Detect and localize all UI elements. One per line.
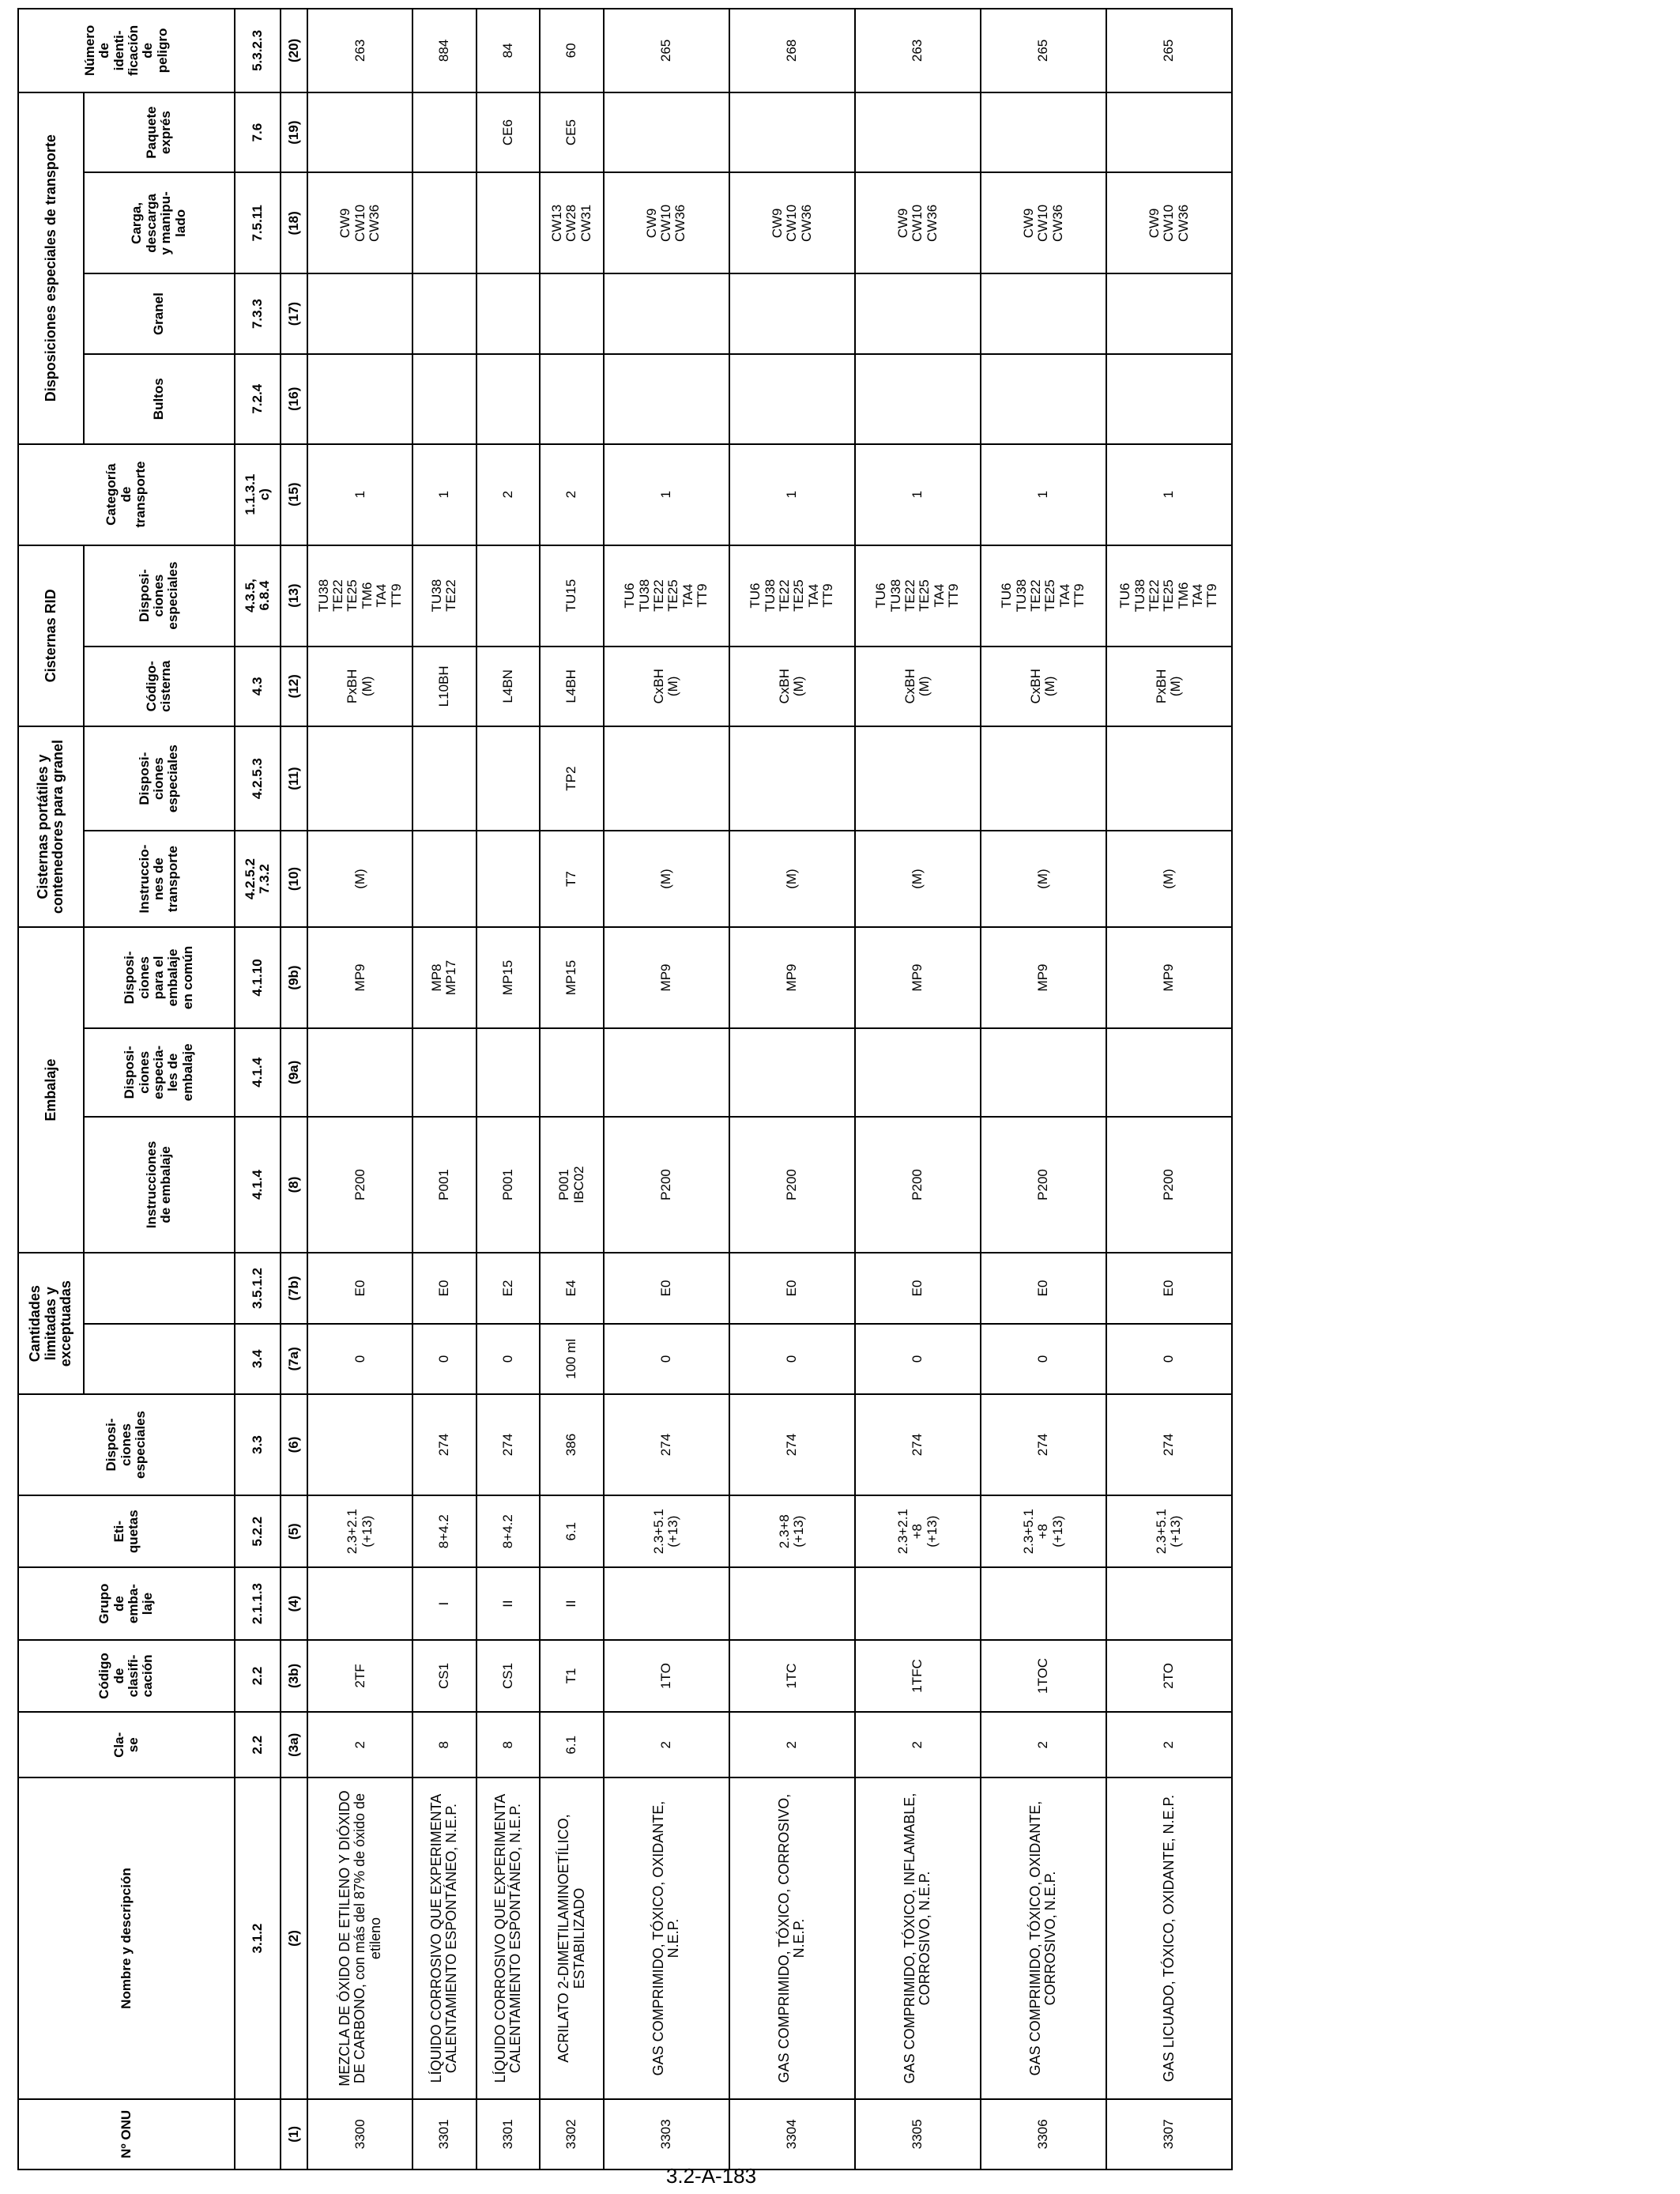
column-number-cell: (11) (281, 726, 307, 831)
row-name-description: LÍQUIDO CORROSIVO QUE EXPERIMENTA CALENTAMIENTO ESPONTÁNEO, N.E.P. (477, 1777, 541, 2098)
row-cell: I (412, 1567, 477, 1639)
row-cell: (M) (307, 831, 412, 927)
row-cell (412, 273, 477, 354)
row-cell: 1 (729, 444, 855, 545)
row-cell: 1 (307, 444, 412, 545)
row-cell (855, 273, 981, 354)
row-cell: TU38 TE22 (412, 545, 477, 647)
row-cell (540, 1028, 604, 1117)
header-special-provisions: Disposi- ciones especiales (18, 1394, 235, 1495)
row-cell: 2 (477, 444, 541, 545)
row-cell: E0 (604, 1253, 729, 1323)
row-cell: 1 (1106, 444, 1232, 545)
row-cell (477, 545, 541, 647)
column-number-cell: (17) (281, 273, 307, 354)
header-packages: Bultos (84, 354, 235, 444)
row-cell: 2 (729, 1712, 855, 1777)
header-hazard-id: Número de identi- ficación de peligro (18, 9, 235, 92)
row-cell: MP9 (729, 927, 855, 1028)
row-cell: CE5 (540, 92, 604, 173)
row-cell: 0 (412, 1324, 477, 1394)
table-row (540, 9, 604, 2169)
row-cell: 0 (729, 1324, 855, 1394)
ref-cell: 5.2.2 (235, 1495, 281, 1567)
ref-cell: 3.3 (235, 1394, 281, 1495)
table-row (307, 9, 412, 2169)
row-un-number: 3301 (477, 2099, 541, 2169)
column-number-cell: (7a) (281, 1324, 307, 1394)
row-cell: 2 (307, 1712, 412, 1777)
row-un-number: 3301 (412, 2099, 477, 2169)
row-cell: TU6 TU38 TE22 TE25 TM6 TA4 TT9 (1106, 545, 1232, 647)
row-cell: CxBH (M) (981, 647, 1106, 727)
row-cell: (M) (981, 831, 1106, 927)
row-cell: MP15 (477, 927, 541, 1028)
row-cell (412, 354, 477, 444)
row-cell: 2.3+2.1 +8 (+13) (855, 1495, 981, 1567)
row-cell (307, 1567, 412, 1639)
row-cell (477, 726, 541, 831)
column-number-cell: (5) (281, 1495, 307, 1567)
column-number-cell: (6) (281, 1394, 307, 1495)
table-row (1106, 9, 1232, 2169)
row-cell: CW9 CW10 CW36 (307, 172, 412, 273)
row-cell: TU6 TU38 TE22 TE25 TA4 TT9 (604, 545, 729, 647)
ref-cell: 4.3 (235, 647, 281, 727)
row-cell: TU6 TU38 TE22 TE25 TA4 TT9 (855, 545, 981, 647)
row-cell: 1TFC (855, 1640, 981, 1712)
row-cell: 274 (412, 1394, 477, 1495)
row-cell: T7 (540, 831, 604, 927)
row-cell: MP9 (981, 927, 1106, 1028)
row-cell: 265 (981, 9, 1106, 92)
row-cell: 2.3+8 (+13) (729, 1495, 855, 1567)
header-packing-special-provisions: Disposi- ciones especia- les de embalaje (84, 1028, 235, 1117)
row-cell: 274 (1106, 1394, 1232, 1495)
ref-cell: 3.1.2 (235, 1777, 281, 2098)
table-row (412, 9, 477, 2169)
ref-cell: 4.2.5.3 (235, 726, 281, 831)
row-cell: TU6 TU38 TE22 TE25 TA4 TT9 (981, 545, 1106, 647)
header-express-parcel: Paquete exprés (84, 92, 235, 173)
row-cell: 0 (1106, 1324, 1232, 1394)
row-cell: L4BH (540, 647, 604, 727)
ref-cell: 1.1.3.1 c) (235, 444, 281, 545)
row-cell: CW9 CW10 CW36 (855, 172, 981, 273)
row-cell: E2 (477, 1253, 541, 1323)
row-name-description: GAS COMPRIMIDO, TÓXICO, OXIDANTE, N.E.P. (604, 1777, 729, 2098)
row-cell: PxBH (M) (307, 647, 412, 727)
ref-cell: 4.2.5.2 7.3.2 (235, 831, 281, 927)
ref-cell: 7.3.3 (235, 273, 281, 354)
row-cell (855, 92, 981, 173)
row-cell: P200 (604, 1117, 729, 1253)
row-cell (307, 354, 412, 444)
column-number-cell: (9b) (281, 927, 307, 1028)
row-cell: PxBH (M) (1106, 647, 1232, 727)
row-un-number: 3307 (1106, 2099, 1232, 2169)
row-cell: 265 (1106, 9, 1232, 92)
row-cell: MP15 (540, 927, 604, 1028)
row-cell: 0 (981, 1324, 1106, 1394)
row-cell (604, 354, 729, 444)
row-cell: 100 ml (540, 1324, 604, 1394)
row-cell: 274 (729, 1394, 855, 1495)
column-number-cell: (20) (281, 9, 307, 92)
row-cell (604, 726, 729, 831)
row-cell: 2 (981, 1712, 1106, 1777)
header-tank-code: Código- cisterna (84, 647, 235, 727)
header-un-number: Nº ONU (18, 2099, 235, 2169)
row-cell (307, 1394, 412, 1495)
column-number-cell: (13) (281, 545, 307, 647)
ref-cell: 4.3.5, 6.8.4 (235, 545, 281, 647)
header-classification-code: Código de clasifi- cación (18, 1640, 235, 1712)
row-cell: P001 (477, 1117, 541, 1253)
header-mixed-packing: Disposi- ciones para el embalaje en común (84, 927, 235, 1028)
ref-cell: 3.4 (235, 1324, 281, 1394)
column-number-cell: (3a) (281, 1712, 307, 1777)
ref-cell (235, 2099, 281, 2169)
row-cell (855, 726, 981, 831)
row-cell: 1 (855, 444, 981, 545)
row-cell: 0 (307, 1324, 412, 1394)
row-cell (981, 92, 1106, 173)
row-cell: TU15 (540, 545, 604, 647)
row-cell: P001 (412, 1117, 477, 1253)
table-row (477, 9, 541, 2169)
row-cell: T1 (540, 1640, 604, 1712)
column-number-cell: (19) (281, 92, 307, 173)
row-cell (981, 273, 1106, 354)
row-cell: CW13 CW28 CW31 (540, 172, 604, 273)
row-cell (540, 273, 604, 354)
header-limited-qty (84, 1324, 235, 1394)
ref-cell: 3.5.1.2 (235, 1253, 281, 1323)
column-number-cell: (9a) (281, 1028, 307, 1117)
row-cell (604, 1567, 729, 1639)
row-cell: 0 (604, 1324, 729, 1394)
row-cell (729, 273, 855, 354)
table-row (855, 9, 981, 2169)
row-cell: E0 (981, 1253, 1106, 1323)
row-cell: CE6 (477, 92, 541, 173)
ref-cell: 2.2 (235, 1640, 281, 1712)
row-cell: 84 (477, 9, 541, 92)
row-cell: II (477, 1567, 541, 1639)
row-cell: II (540, 1567, 604, 1639)
row-un-number: 3300 (307, 2099, 412, 2169)
row-cell: P200 (729, 1117, 855, 1253)
row-cell: P200 (1106, 1117, 1232, 1253)
ref-cell: 7.6 (235, 92, 281, 173)
column-number-cell: (1) (281, 2099, 307, 2169)
row-cell: 2 (855, 1712, 981, 1777)
header-rid-special-provisions: Disposi- ciones especiales (84, 545, 235, 647)
row-cell (307, 1028, 412, 1117)
page-number: 3.2-A-183 (665, 2164, 757, 2188)
rotated-table-wrapper (17, 8, 1233, 2170)
row-cell: P200 (981, 1117, 1106, 1253)
row-cell: 2TF (307, 1640, 412, 1712)
row-cell: CW9 CW10 CW36 (1106, 172, 1232, 273)
row-cell (981, 726, 1106, 831)
row-name-description: MEZCLA DE ÓXIDO DE ETILENO Y DIÓXIDO DE CARBONO, con más del 87% de óxido de etileno (307, 1777, 412, 2098)
column-number-cell: (16) (281, 354, 307, 444)
row-cell: 884 (412, 9, 477, 92)
column-number-cell: (3b) (281, 1640, 307, 1712)
row-cell (855, 1567, 981, 1639)
row-cell: 2TO (1106, 1640, 1232, 1712)
row-cell: 0 (477, 1324, 541, 1394)
table-row (729, 9, 855, 2169)
row-cell (604, 92, 729, 173)
ref-cell: 4.1.10 (235, 927, 281, 1028)
row-cell: CxBH (M) (729, 647, 855, 727)
group-packaging: Embalaje (18, 927, 84, 1253)
column-number-cell: (4) (281, 1567, 307, 1639)
row-cell (1106, 92, 1232, 173)
row-cell (604, 273, 729, 354)
row-cell (729, 354, 855, 444)
row-name-description: GAS COMPRIMIDO, TÓXICO, CORROSIVO, N.E.P. (729, 1777, 855, 2098)
row-cell (1106, 726, 1232, 831)
row-un-number: 3305 (855, 2099, 981, 2169)
row-cell (412, 726, 477, 831)
row-cell (412, 1028, 477, 1117)
ref-cell: 5.3.2.3 (235, 9, 281, 92)
column-number-cell: (12) (281, 647, 307, 727)
row-cell: 8 (477, 1712, 541, 1777)
row-name-description: LÍQUIDO CORROSIVO QUE EXPERIMENTA CALENTAMIENTO ESPONTÁNEO, N.E.P. (412, 1777, 477, 2098)
row-cell: 8+4.2 (412, 1495, 477, 1567)
row-cell: L10BH (412, 647, 477, 727)
row-cell: 2.3+2.1 (+13) (307, 1495, 412, 1567)
row-cell (477, 354, 541, 444)
row-cell: MP9 (604, 927, 729, 1028)
header-bulk: Granel (84, 273, 235, 354)
row-cell (855, 354, 981, 444)
row-cell (477, 831, 541, 927)
row-cell (729, 92, 855, 173)
row-cell: 2.3+5.1 +8 (+13) (981, 1495, 1106, 1567)
table-row (604, 9, 729, 2169)
row-cell (981, 1028, 1106, 1117)
row-cell: P200 (307, 1117, 412, 1253)
row-name-description: GAS COMPRIMIDO, TÓXICO, OXIDANTE, CORROSIVO, N.E.P. (981, 1777, 1106, 2098)
row-cell: 1 (412, 444, 477, 545)
row-cell (729, 1028, 855, 1117)
column-number-cell: (10) (281, 831, 307, 927)
row-cell: CxBH (M) (604, 647, 729, 727)
row-cell: 2.3+5.1 (+13) (604, 1495, 729, 1567)
row-cell: 274 (604, 1394, 729, 1495)
group-portable-tanks: Cisternas portátiles y contenedores para granel (18, 726, 84, 927)
row-cell (540, 354, 604, 444)
group-rid-tanks: Cisternas RID (18, 545, 84, 727)
row-name-description: ACRILATO 2-DIMETILAMINOETÍLICO, ESTABILIZADO (540, 1777, 604, 2098)
row-cell: MP9 (307, 927, 412, 1028)
row-cell (1106, 1028, 1232, 1117)
row-cell: 386 (540, 1394, 604, 1495)
row-cell: 60 (540, 9, 604, 92)
row-cell (477, 172, 541, 273)
row-cell (729, 1567, 855, 1639)
row-cell (1106, 354, 1232, 444)
row-cell: 274 (477, 1394, 541, 1495)
row-cell: 2 (604, 1712, 729, 1777)
row-cell (412, 92, 477, 173)
row-cell (1106, 1567, 1232, 1639)
row-cell: MP8 MP17 (412, 927, 477, 1028)
ref-cell: 4.1.4 (235, 1117, 281, 1253)
row-cell: MP9 (855, 927, 981, 1028)
ref-cell: 4.1.4 (235, 1028, 281, 1117)
row-cell: 0 (855, 1324, 981, 1394)
ref-cell: 2.1.1.3 (235, 1567, 281, 1639)
row-cell: P200 (855, 1117, 981, 1253)
row-cell: 1TO (604, 1640, 729, 1712)
header-class: Cla- se (18, 1712, 235, 1777)
row-cell (412, 831, 477, 927)
row-cell (477, 1028, 541, 1117)
column-number-cell: (18) (281, 172, 307, 273)
row-cell: 8+4.2 (477, 1495, 541, 1567)
row-cell: 274 (981, 1394, 1106, 1495)
header-transport-instructions: Instruccio- nes de transporte (84, 831, 235, 927)
row-cell (307, 92, 412, 173)
row-cell: CW9 CW10 CW36 (981, 172, 1106, 273)
row-cell: E0 (307, 1253, 412, 1323)
row-cell (981, 354, 1106, 444)
row-cell: 2 (540, 444, 604, 545)
ref-cell: 2.2 (235, 1712, 281, 1777)
row-cell (855, 1028, 981, 1117)
row-cell: (M) (729, 831, 855, 927)
table-row (981, 9, 1106, 2169)
header-packing-instructions: Instrucciones de embalaje (84, 1117, 235, 1253)
group-limited-quantities: Cantidades limitadas y exceptuadas (18, 1253, 84, 1394)
row-cell: CS1 (477, 1640, 541, 1712)
header-tank-special-provisions: Disposi- ciones especiales (84, 726, 235, 831)
row-cell: 1TC (729, 1640, 855, 1712)
row-cell: 8 (412, 1712, 477, 1777)
row-cell (729, 726, 855, 831)
row-cell: MP9 (1106, 927, 1232, 1028)
row-cell: 265 (604, 9, 729, 92)
row-cell: 6.1 (540, 1712, 604, 1777)
header-name-description: Nombre y descripción (18, 1777, 235, 2098)
row-cell: TU38 TE22 TE25 TM6 TA4 TT9 (307, 545, 412, 647)
row-cell: 2 (1106, 1712, 1232, 1777)
row-cell: E0 (729, 1253, 855, 1323)
row-cell: E0 (1106, 1253, 1232, 1323)
column-number-cell: (7b) (281, 1253, 307, 1323)
row-cell (1106, 273, 1232, 354)
row-un-number: 3303 (604, 2099, 729, 2169)
row-cell: CS1 (412, 1640, 477, 1712)
row-cell: E0 (855, 1253, 981, 1323)
row-cell: L4BN (477, 647, 541, 727)
header-excepted-qty (84, 1253, 235, 1323)
row-cell (981, 1567, 1106, 1639)
row-un-number: 3302 (540, 2099, 604, 2169)
column-number-cell: (2) (281, 1777, 307, 2098)
row-un-number: 3304 (729, 2099, 855, 2169)
row-name-description: GAS LICUADO, TÓXICO, OXIDANTE, N.E.P. (1106, 1777, 1232, 2098)
header-packing-group: Grupo de emba- laje (18, 1567, 235, 1639)
row-cell: (M) (855, 831, 981, 927)
ref-cell: 7.5.11 (235, 172, 281, 273)
dangerous-goods-table (17, 8, 1233, 2170)
row-cell: 274 (855, 1394, 981, 1495)
row-cell: 1 (604, 444, 729, 545)
row-cell: CW9 CW10 CW36 (604, 172, 729, 273)
row-cell: 2.3+5.1 (+13) (1106, 1495, 1232, 1567)
row-cell (307, 273, 412, 354)
row-cell: 268 (729, 9, 855, 92)
ref-cell: 7.2.4 (235, 354, 281, 444)
row-cell: P001 IBC02 (540, 1117, 604, 1253)
header-labels: Eti- quetas (18, 1495, 235, 1567)
row-cell: CW9 CW10 CW36 (729, 172, 855, 273)
row-cell: E4 (540, 1253, 604, 1323)
header-transport-category: Categoría de transporte (18, 444, 235, 545)
row-cell: 1 (981, 444, 1106, 545)
column-number-cell: (8) (281, 1117, 307, 1253)
row-cell (412, 172, 477, 273)
row-cell: CxBH (M) (855, 647, 981, 727)
row-cell: E0 (412, 1253, 477, 1323)
row-un-number: 3306 (981, 2099, 1106, 2169)
row-cell: 1TOC (981, 1640, 1106, 1712)
row-cell: 263 (855, 9, 981, 92)
header-loading-handling: Carga, descarga y manipu- lado (84, 172, 235, 273)
row-cell: (M) (604, 831, 729, 927)
row-cell: 6.1 (540, 1495, 604, 1567)
column-number-cell: (15) (281, 444, 307, 545)
group-special-transport: Disposiciones especiales de transporte (18, 92, 84, 444)
row-name-description: GAS COMPRIMIDO, TÓXICO, INFLAMABLE, CORROSIVO, N.E.P. (855, 1777, 981, 2098)
row-cell (604, 1028, 729, 1117)
row-cell: 263 (307, 9, 412, 92)
row-cell: (M) (1106, 831, 1232, 927)
row-cell (477, 273, 541, 354)
row-cell: TU6 TU38 TE22 TE25 TA4 TT9 (729, 545, 855, 647)
row-cell (307, 726, 412, 831)
row-cell: TP2 (540, 726, 604, 831)
